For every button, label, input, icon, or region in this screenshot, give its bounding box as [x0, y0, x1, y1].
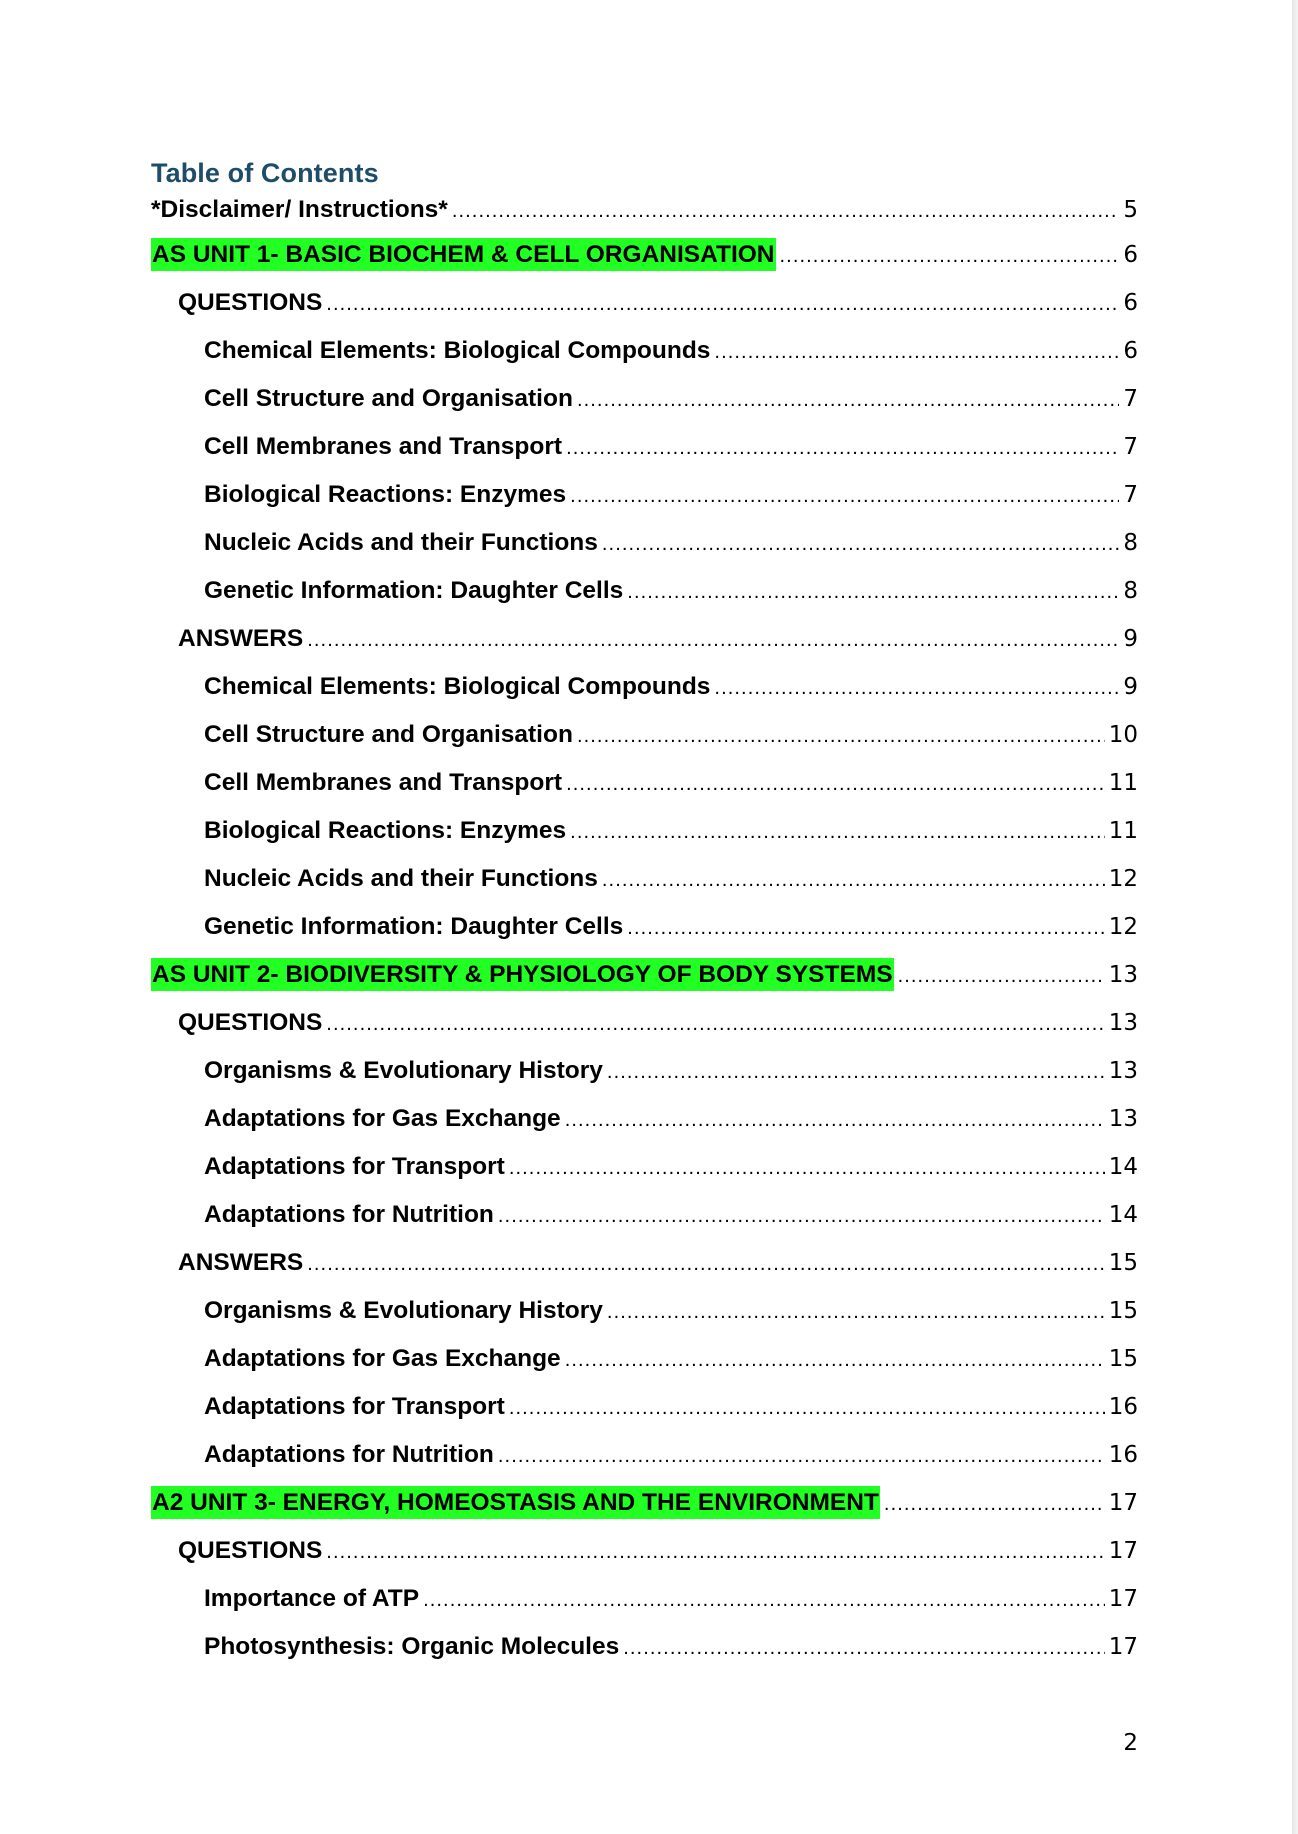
- toc-entry[interactable]: [151, 1191, 1138, 1239]
- toc-entry-label[interactable]: QUESTIONS: [178, 289, 323, 316]
- toc-entry[interactable]: [151, 711, 1138, 759]
- toc-entry[interactable]: [151, 759, 1138, 807]
- toc-entry-label[interactable]: Adaptations for Nutrition: [204, 1201, 494, 1228]
- dot-leader: [326, 1528, 1104, 1576]
- toc-entry-page-number[interactable]: 17: [1108, 1490, 1138, 1516]
- toc-entry[interactable]: [151, 855, 1138, 903]
- dot-leader: [566, 760, 1105, 808]
- toc-entry-page-number[interactable]: 13: [1108, 962, 1138, 988]
- toc-entry-label[interactable]: Nucleic Acids and their Functions: [204, 865, 598, 892]
- toc-entry-page-number[interactable]: 7: [1123, 482, 1138, 508]
- toc-entry-label[interactable]: Chemical Elements: Biological Compounds: [204, 337, 711, 364]
- toc-entry[interactable]: [151, 471, 1138, 519]
- toc-entry-label[interactable]: Photosynthesis: Organic Molecules: [204, 1633, 620, 1660]
- toc-entry-page-number[interactable]: 10: [1108, 722, 1138, 748]
- dot-leader: [570, 808, 1105, 856]
- toc-entry-page-number[interactable]: 8: [1123, 530, 1138, 556]
- toc-entry-unit-heading[interactable]: [151, 231, 1138, 279]
- toc-title: Table of Contents: [151, 158, 379, 188]
- toc-entry-page-number[interactable]: 7: [1123, 434, 1138, 460]
- toc-entry-page-number[interactable]: 7: [1123, 386, 1138, 412]
- toc-entry[interactable]: [151, 1287, 1138, 1335]
- toc-entry-page-number[interactable]: 8: [1123, 578, 1138, 604]
- toc-entry-page-number[interactable]: 17: [1108, 1538, 1138, 1564]
- dot-leader: [607, 1048, 1105, 1096]
- toc-entry-label[interactable]: Adaptations for Gas Exchange: [204, 1105, 561, 1132]
- toc-entry-label[interactable]: Cell Membranes and Transport: [204, 433, 563, 460]
- toc-entry-label[interactable]: Adaptations for Nutrition: [204, 1441, 494, 1468]
- dot-leader: [570, 472, 1119, 520]
- dot-leader: [565, 1096, 1105, 1144]
- toc-entry-label[interactable]: Chemical Elements: Biological Compounds: [204, 673, 711, 700]
- toc-entry-page-number[interactable]: 5: [1123, 197, 1138, 223]
- toc-entry[interactable]: [151, 663, 1138, 711]
- toc-entry-page-number[interactable]: 9: [1123, 626, 1138, 652]
- toc-entry-label[interactable]: Adaptations for Transport: [204, 1393, 505, 1420]
- toc-entry[interactable]: [151, 1047, 1138, 1095]
- toc-entry-label[interactable]: Organisms & Evolutionary History: [204, 1297, 603, 1324]
- toc-entry[interactable]: [151, 1335, 1138, 1383]
- toc-entry[interactable]: [151, 903, 1138, 951]
- toc-entry-label[interactable]: AS UNIT 2- BIODIVERSITY & PHYSIOLOGY OF BODY SYSTEMS: [151, 958, 894, 991]
- toc-entry-page-number[interactable]: 16: [1108, 1394, 1138, 1420]
- dot-leader: [627, 904, 1104, 952]
- toc-entry[interactable]: [151, 1383, 1138, 1431]
- toc-entry-unit-heading[interactable]: [151, 951, 1138, 999]
- toc-entry-label[interactable]: Organisms & Evolutionary History: [204, 1057, 603, 1084]
- toc-entry[interactable]: [151, 1431, 1138, 1479]
- toc-entry[interactable]: [151, 1527, 1138, 1575]
- toc-entry[interactable]: [151, 423, 1138, 471]
- dot-leader: [498, 1192, 1105, 1240]
- toc-entry[interactable]: [151, 327, 1138, 375]
- toc-entry-label[interactable]: Adaptations for Transport: [204, 1153, 505, 1180]
- dot-leader: [423, 1576, 1105, 1624]
- toc-entry[interactable]: [151, 1095, 1138, 1143]
- dot-leader: [577, 712, 1105, 760]
- toc-entry-page-number[interactable]: 14: [1108, 1154, 1138, 1180]
- dot-leader: [326, 1000, 1104, 1048]
- toc-entry-page-number[interactable]: 14: [1108, 1202, 1138, 1228]
- dot-leader: [565, 1336, 1105, 1384]
- toc-entry-page-number[interactable]: 12: [1108, 866, 1138, 892]
- toc-entry-label[interactable]: Genetic Information: Daughter Cells: [204, 577, 624, 604]
- toc-entry-page-number[interactable]: 13: [1108, 1010, 1138, 1036]
- toc-entry-page-number[interactable]: 15: [1108, 1250, 1138, 1276]
- toc-entry-label[interactable]: Nucleic Acids and their Functions: [204, 529, 598, 556]
- dot-leader: [714, 328, 1119, 376]
- toc-entry-page-number[interactable]: 11: [1108, 818, 1138, 844]
- toc-entry-page-number[interactable]: 13: [1108, 1058, 1138, 1084]
- dot-leader: [884, 1480, 1105, 1528]
- toc-entry[interactable]: [151, 519, 1138, 567]
- toc-entry-label[interactable]: Importance of ATP: [204, 1585, 420, 1612]
- dot-leader: [566, 424, 1119, 472]
- toc-entry-label[interactable]: Genetic Information: Daughter Cells: [204, 913, 624, 940]
- toc-entry-label[interactable]: ANSWERS: [178, 1249, 304, 1276]
- toc-entry[interactable]: [151, 615, 1138, 663]
- document-page: [151, 155, 1138, 1671]
- toc-entry-unit-heading[interactable]: [151, 1479, 1138, 1527]
- toc-entry-page-number[interactable]: 15: [1108, 1298, 1138, 1324]
- toc-entry[interactable]: [151, 191, 1138, 231]
- dot-leader: [623, 1624, 1104, 1672]
- toc-entry-label[interactable]: QUESTIONS: [178, 1009, 323, 1036]
- toc-entry[interactable]: [151, 375, 1138, 423]
- dot-leader: [307, 1240, 1104, 1288]
- toc-entry-page-number[interactable]: 17: [1108, 1586, 1138, 1612]
- toc-entry-label[interactable]: AS UNIT 1- BASIC BIOCHEM & CELL ORGANISATION: [151, 238, 776, 271]
- dot-leader: [898, 952, 1105, 1000]
- toc-entry[interactable]: [151, 807, 1138, 855]
- dot-leader: [607, 1288, 1105, 1336]
- toc-entry-label[interactable]: Cell Structure and Organisation: [204, 721, 573, 748]
- toc-entry-label[interactable]: Cell Membranes and Transport: [204, 769, 563, 796]
- dot-leader: [627, 568, 1119, 616]
- toc-list: [151, 191, 1138, 1671]
- toc-entry[interactable]: [151, 1239, 1138, 1287]
- toc-entry[interactable]: [151, 1623, 1138, 1671]
- dot-leader: [780, 232, 1120, 280]
- toc-entry-page-number[interactable]: 12: [1108, 914, 1138, 940]
- toc-entry-label[interactable]: Biological Reactions: Enzymes: [204, 817, 567, 844]
- toc-entry-label[interactable]: Adaptations for Gas Exchange: [204, 1345, 561, 1372]
- dot-leader: [602, 856, 1105, 904]
- footer-page-number: 2: [1123, 1730, 1138, 1756]
- toc-entry[interactable]: [151, 1575, 1138, 1623]
- dot-leader: [326, 280, 1119, 328]
- toc-entry-label[interactable]: ANSWERS: [178, 625, 304, 652]
- toc-entry-page-number[interactable]: 9: [1123, 674, 1138, 700]
- toc-entry-page-number[interactable]: 15: [1108, 1346, 1138, 1372]
- dot-leader: [452, 192, 1120, 230]
- dot-leader: [307, 616, 1119, 664]
- toc-entry-page-number[interactable]: 16: [1108, 1442, 1138, 1468]
- toc-entry-page-number[interactable]: 6: [1123, 290, 1138, 316]
- dot-leader: [498, 1432, 1105, 1480]
- toc-entry-label[interactable]: *Disclaimer/ Instructions*: [151, 196, 448, 223]
- dot-leader: [577, 376, 1119, 424]
- toc-entry[interactable]: [151, 1143, 1138, 1191]
- toc-entry[interactable]: [151, 279, 1138, 327]
- toc-entry-page-number[interactable]: 17: [1108, 1634, 1138, 1660]
- toc-entry-page-number[interactable]: 6: [1123, 242, 1138, 268]
- toc-entry-label[interactable]: Cell Structure and Organisation: [204, 385, 573, 412]
- dot-leader: [602, 520, 1119, 568]
- dot-leader: [509, 1144, 1105, 1192]
- toc-entry[interactable]: [151, 567, 1138, 615]
- toc-entry-page-number[interactable]: 6: [1123, 338, 1138, 364]
- toc-entry[interactable]: [151, 999, 1138, 1047]
- toc-entry-label[interactable]: A2 UNIT 3- ENERGY, HOMEOSTASIS AND THE ENVIRONMENT: [151, 1486, 880, 1519]
- toc-entry-page-number[interactable]: 11: [1108, 770, 1138, 796]
- dot-leader: [714, 664, 1119, 712]
- dot-leader: [509, 1384, 1105, 1432]
- toc-entry-page-number[interactable]: 13: [1108, 1106, 1138, 1132]
- page-edge-shadow: [1292, 0, 1298, 1834]
- toc-entry-label[interactable]: QUESTIONS: [178, 1537, 323, 1564]
- toc-entry-label[interactable]: Biological Reactions: Enzymes: [204, 481, 567, 508]
